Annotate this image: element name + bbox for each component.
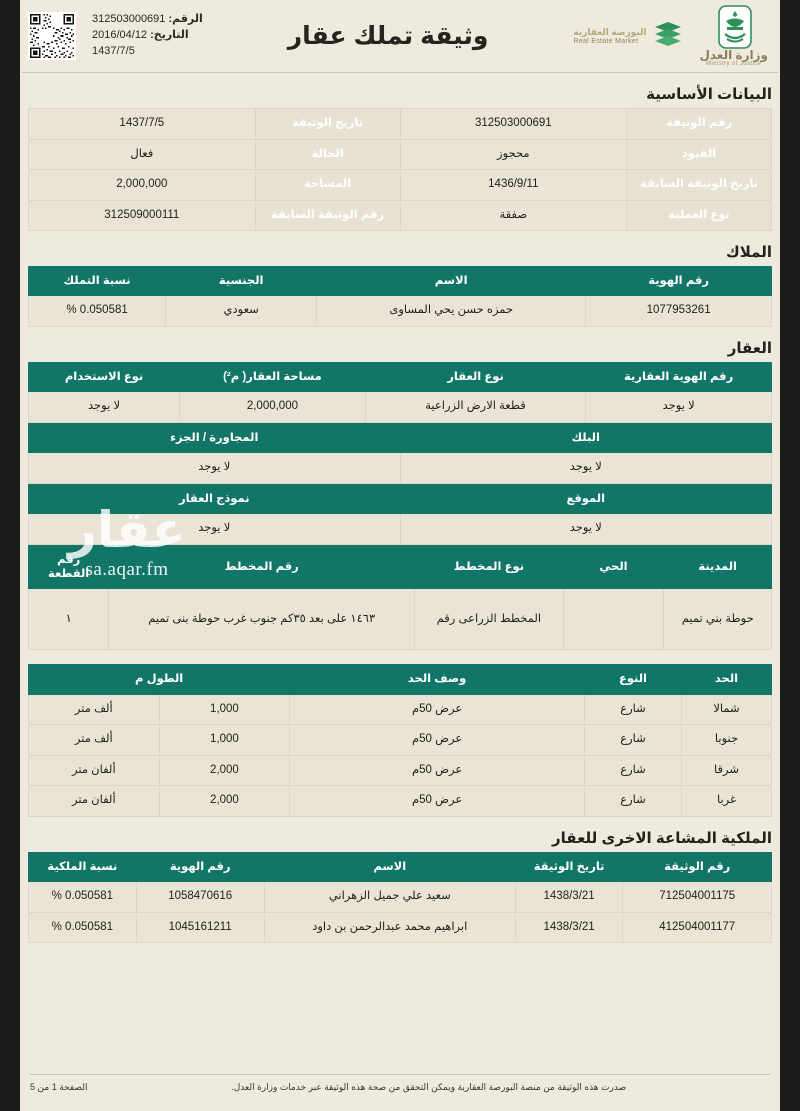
column-header-plan-number: رقم المخطط: [109, 545, 415, 589]
table-header-row: [29, 852, 772, 881]
block-value: لا يوجد: [400, 453, 772, 484]
field-label: تاريخ الوثيقة السابقة: [627, 170, 772, 201]
property-main-table: [28, 362, 772, 423]
watermark-url: sa.aqar.fm: [85, 559, 169, 580]
field-value: صفقة: [400, 200, 627, 231]
field-label: رقم الوثيقة: [627, 109, 772, 140]
neighbor-part-value: لا يوجد: [29, 453, 401, 484]
owner-share: 0.050581 %: [29, 296, 166, 327]
document-sheet: [20, 0, 780, 1111]
field-value: فعال: [29, 139, 256, 170]
co-owner-id: 1058470616: [136, 882, 264, 913]
table-row: [29, 296, 772, 327]
field-label: تاريخ الوثيقة: [255, 109, 400, 140]
owner-nationality: سعودي: [166, 296, 317, 327]
column-header-name: الاسم: [317, 267, 586, 296]
document-footer: [20, 1074, 780, 1093]
table-header-row: [29, 267, 772, 296]
owners-table-wrap: [20, 266, 780, 327]
table-row: [29, 786, 772, 817]
city-value: حوطة بني تميم: [664, 589, 772, 650]
real-estate-market-logo: [573, 19, 685, 53]
boundary-length-words: ألفان متر: [29, 755, 160, 786]
co-doc-date: 1438/3/21: [515, 882, 623, 913]
boundary-type: شارع: [584, 755, 681, 786]
boundary-length-words: ألف متر: [29, 725, 160, 756]
document-date-label: التاريخ:: [150, 29, 189, 42]
basic-data-table-wrap: [20, 108, 780, 231]
boundary-description: عرض 50م: [290, 694, 585, 725]
field-value: 1437/7/5: [29, 109, 256, 140]
table-header-row: [29, 362, 772, 391]
column-header-doc-number: رقم الوثيقة: [623, 852, 772, 881]
column-header-boundary-type: النوع: [584, 665, 681, 694]
ministry-of-justice-label: [699, 49, 768, 67]
field-value: محجوز: [400, 139, 627, 170]
plan-type-value: المخطط الزراعى رقم: [415, 589, 564, 650]
field-label: الحالة: [255, 139, 400, 170]
boundary-length-number: 1,000: [159, 725, 290, 756]
boundary-length-words: ألف متر: [29, 694, 160, 725]
boundary-length-words: ألفان متر: [29, 786, 160, 817]
document-number-row: [92, 12, 203, 28]
document-number-value: 312503000691: [92, 13, 166, 26]
section-title-property: العقار: [727, 339, 772, 357]
column-header-boundary: الحد: [682, 665, 772, 694]
document-date-row: [92, 28, 203, 44]
table-row: [29, 912, 772, 943]
boundary-description: عرض 50م: [290, 755, 585, 786]
boundary-side: شرقا: [682, 755, 772, 786]
table-row: [29, 200, 772, 231]
column-header-realestate-id: رقم الهوية العقارية: [586, 362, 772, 391]
section-title-basic-data: البيانات الأساسية: [646, 86, 772, 103]
basic-data-table: [28, 108, 772, 231]
co-doc-date: 1438/3/21: [515, 912, 623, 943]
district-value: [563, 589, 664, 650]
boundary-length-number: 2,000: [159, 755, 290, 786]
page-title: وثيقة تملك عقار: [287, 22, 489, 50]
common-ownership-table-wrap: [20, 852, 780, 943]
field-label: رقم الوثيقة السابقة: [255, 200, 400, 231]
co-ownership-share: 0.050581 %: [29, 882, 137, 913]
table-header-row: [29, 545, 772, 589]
header-meta-block: [28, 12, 203, 60]
column-header-area: مساحة العقار( م²): [180, 362, 366, 391]
column-header-plan-type: نوع المخطط: [415, 545, 564, 589]
usage-type-value: لا يوجد: [29, 392, 180, 423]
footer-page-number: الصفحة 1 من 5: [30, 1082, 88, 1092]
column-header-nationality: الجنسية: [166, 267, 317, 296]
table-header-row: [29, 484, 772, 513]
table-row: [29, 882, 772, 913]
property-block-table: [28, 423, 772, 484]
saudi-emblem-icon: [718, 5, 752, 49]
table-row: [29, 694, 772, 725]
property-type-value: قطعة الارض الزراعية: [365, 392, 585, 423]
column-header-district: الحي: [563, 545, 664, 589]
property-location-table: [28, 484, 772, 545]
owner-name: حمزه حسن يحي المساوى: [317, 296, 586, 327]
section-title-common-ownership: الملكية المشاعة الاخرى للعقار: [552, 829, 772, 847]
boundary-type: شارع: [584, 725, 681, 756]
boundary-description: عرض 50م: [290, 786, 585, 817]
real-estate-market-label: [573, 27, 646, 45]
boundary-length-number: 2,000: [159, 786, 290, 817]
document-date-gregorian: 2016/04/12: [92, 29, 148, 42]
boundary-type: شارع: [584, 786, 681, 817]
column-header-id: رقم الهوية: [586, 267, 772, 296]
column-header-owner-id: رقم الهوية: [136, 852, 264, 881]
co-owner-id: 1045161211: [136, 912, 264, 943]
ministry-name-en: Ministry of Justice: [706, 61, 762, 67]
boundary-description: عرض 50م: [290, 725, 585, 756]
column-header-usage-type: نوع الاستخدام: [29, 362, 180, 391]
field-label: نوع العملية: [627, 200, 772, 231]
field-value: 2,000,000: [29, 170, 256, 201]
table-row: [29, 392, 772, 423]
column-header-owner-name: الاسم: [264, 852, 515, 881]
column-header-block: البلك: [400, 423, 772, 452]
boundary-length-number: 1,000: [159, 694, 290, 725]
boundary-type: شارع: [584, 694, 681, 725]
table-header-row: [29, 423, 772, 452]
common-ownership-table: [28, 852, 772, 943]
owners-table: [28, 266, 772, 327]
market-name-ar: البورصة العقارية: [573, 27, 647, 37]
market-name-en: Real Estate Market: [573, 38, 639, 45]
table-row: [29, 725, 772, 756]
area-value: 2,000,000: [180, 392, 366, 423]
column-header-location: الموقع: [400, 484, 772, 513]
field-value: 312509000111: [29, 200, 256, 231]
document-date-hijri: 1437/7/5: [92, 44, 135, 57]
qr-code-icon: [28, 12, 76, 60]
co-owner-name: ابراهيم محمد عبدالرحمن بن داود: [264, 912, 515, 943]
realestate-id-value: لا يوجد: [586, 392, 772, 423]
document-header: [20, 0, 780, 72]
table-row: [29, 755, 772, 786]
column-header-city: المدينة: [664, 545, 772, 589]
field-label: القيود: [627, 139, 772, 170]
location-value: لا يوجد: [400, 514, 772, 545]
boundaries-table-wrap: [20, 664, 780, 816]
table-row: [29, 170, 772, 201]
column-header-boundary-desc: وصف الحد: [290, 665, 585, 694]
boundary-side: جنوبا: [682, 725, 772, 756]
owner-id: 1077953261: [586, 296, 772, 327]
column-header-boundary-length: الطول م: [29, 665, 290, 694]
document-number-label: الرقم:: [168, 13, 203, 26]
column-header-doc-date: تاريخ الوثيقة: [515, 852, 623, 881]
co-doc-number: 712504001175: [623, 882, 772, 913]
footer-row: [30, 1082, 770, 1093]
column-header-neighbor-part: المجاورة / الجزء: [29, 423, 401, 452]
table-row: [29, 139, 772, 170]
ministry-of-justice-logo: [699, 5, 770, 67]
field-value: 1436/9/11: [400, 170, 627, 201]
column-header-property-model: نموذج العقار: [29, 484, 401, 513]
table-header-row: [29, 665, 772, 694]
table-row: [29, 589, 772, 650]
boundaries-table: [28, 664, 772, 816]
parcel-number-value: ١: [29, 589, 109, 650]
boundary-side: شمالا: [682, 694, 772, 725]
field-label: المساحة: [255, 170, 400, 201]
section-title-owners: الملاك: [726, 244, 772, 262]
boundary-side: غربا: [682, 786, 772, 817]
column-header-ownership-share: نسبة الملكية: [29, 852, 137, 881]
watermark-word: عقار: [68, 502, 186, 558]
footer-divider: [30, 1074, 770, 1075]
property-plan-table: [28, 545, 772, 651]
header-divider: [22, 72, 778, 73]
co-owner-name: سعيد علي جميل الزهراني: [264, 882, 515, 913]
footer-note: صدرت هذه الوثيقة من منصة البورصة العقارية ويمكن التحقق من صحة هذه الوثيقة عبر خدمات وزارة العدل.: [231, 1082, 627, 1092]
column-header-share: نسبة التملك: [29, 267, 166, 296]
property-main-table-wrap: [20, 362, 780, 650]
table-row: [29, 453, 772, 484]
co-doc-number: 412504001177: [623, 912, 772, 943]
column-header-parcel-number: رقم القطعة: [29, 545, 109, 589]
column-header-property-type: نوع العقار: [365, 362, 585, 391]
table-row: [29, 109, 772, 140]
header-logos: [573, 5, 770, 67]
ministry-name-ar: وزارة العدل: [699, 48, 768, 62]
field-value: 312503000691: [400, 109, 627, 140]
co-ownership-share: 0.050581 %: [29, 912, 137, 943]
plan-number-value: ١٤٦٣ على بعد ٣٥كم جنوب غرب حوطة بنى تميم: [109, 589, 415, 650]
document-meta: [92, 12, 203, 60]
chevron-stack-icon: [651, 19, 685, 53]
property-model-value: لا يوجد: [29, 514, 401, 545]
table-row: [29, 514, 772, 545]
